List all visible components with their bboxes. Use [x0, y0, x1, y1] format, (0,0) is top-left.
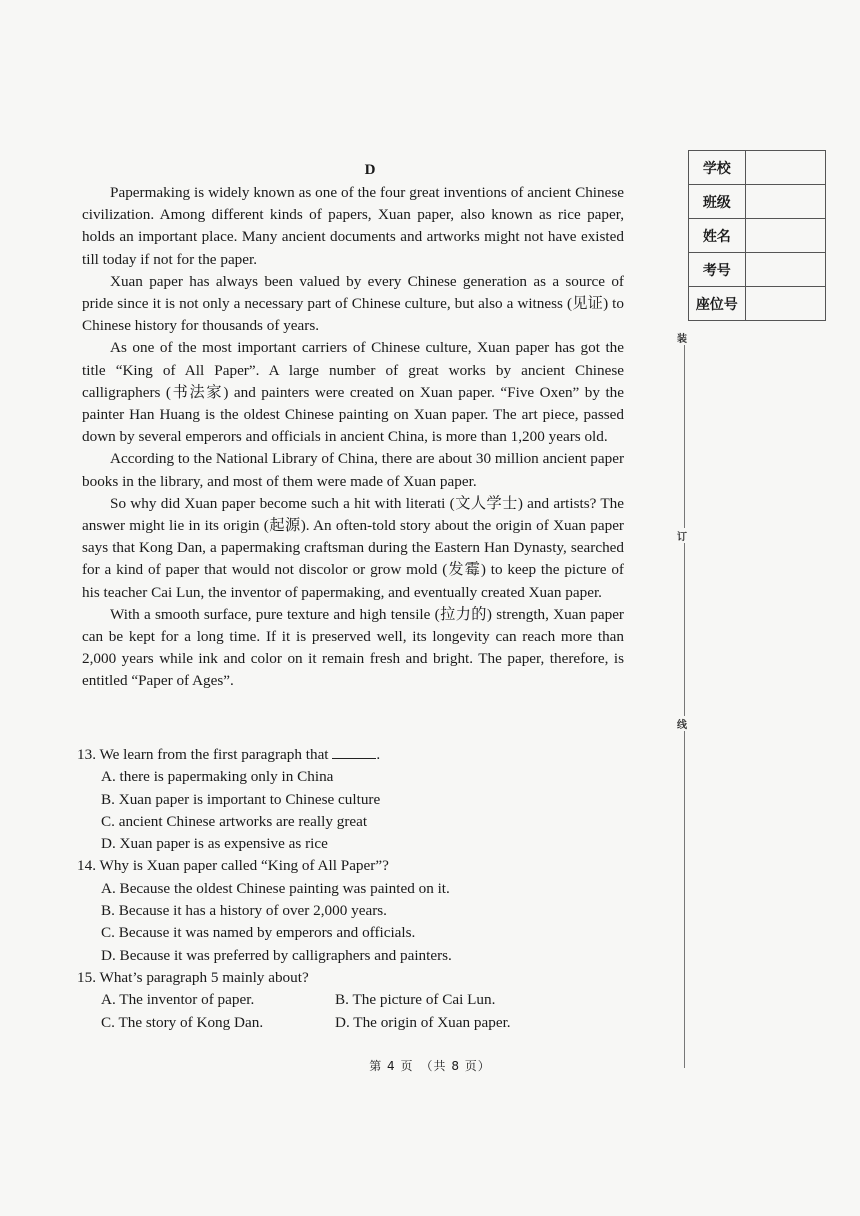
paragraph-4: According to the National Library of China, there are about 30 million ancient paper books in the library, and most of them were made of Xuan paper. — [82, 450, 624, 490]
binding-mark-zhuang: 装 — [677, 330, 687, 345]
paragraph-1: Papermaking is widely known as one of the four great inventions of ancient Chinese civilization. Among different kinds of papers, Xuan paper, also known as rice paper, holds an important place. Many ancient documents and artworks might not have existed till today if not for the paper. — [82, 184, 624, 268]
option-b: B. Because it has a history of over 2,000 years. — [101, 902, 387, 920]
class-field[interactable] — [745, 185, 825, 219]
student-info-table — [688, 150, 826, 321]
question-stem-end: . — [376, 746, 381, 763]
school-label: 学校 — [689, 151, 746, 185]
question-13 — [77, 744, 637, 855]
option-a: A. Because the oldest Chinese painting was painted on it. — [101, 879, 450, 897]
page-footer: 第 4 页 （共 8 页） — [369, 1059, 491, 1073]
question-list — [77, 744, 637, 1034]
option-d: D. Because it was preferred by calligraphers and painters. — [101, 946, 452, 964]
school-field[interactable] — [745, 151, 825, 185]
question-stem: 14. Why is Xuan paper called “King of All Paper”? — [77, 857, 389, 875]
option-d: D. The origin of Xuan paper. — [335, 1013, 511, 1031]
question-stem: 15. What’s paragraph 5 mainly about? — [77, 968, 309, 986]
option-c: C. ancient Chinese artworks are really great — [101, 812, 368, 830]
option-row — [101, 1012, 637, 1034]
answer-blank — [332, 744, 376, 759]
paragraph-6: With a smooth surface, pure texture and high tensile (拉力的) strength, Xuan paper can be kept for a long time. If it is preserved well, its longevity can reach more than 2,000 years while ink and color on it remain fresh and bright. The paper, therefore, is entitled “Paper of Ages”. — [82, 605, 624, 690]
question-stem: 13. We learn from the first paragraph that — [77, 746, 333, 763]
exam-number-label: 考号 — [689, 253, 746, 287]
option-c: C. Because it was named by emperors and officials. — [101, 924, 416, 942]
option-b: B. Xuan paper is important to Chinese culture — [101, 790, 381, 808]
question-15 — [77, 967, 637, 1034]
option-d: D. Xuan paper is as expensive as rice — [101, 835, 328, 853]
binding-line — [684, 330, 685, 1068]
option-a: A. there is papermaking only in China — [101, 768, 334, 786]
binding-mark-ding: 订 — [677, 528, 687, 543]
paragraph-3: As one of the most important carriers of Chinese culture, Xuan paper has got the title “King of All Paper”. A large number of great works by ancient Chinese calligraphers (书法家) and painters were created on Xuan paper. “Five Oxen” by the painter Han Huang is the oldest Chinese painting on Xuan paper. The art piece, passed down by several emperors and officials in ancient China, is more than 1,200 years old. — [82, 339, 624, 446]
option-a: A. The inventor of paper. — [101, 991, 255, 1009]
seat-number-label: 座位号 — [689, 287, 746, 321]
class-label: 班级 — [689, 185, 746, 219]
paragraph-2: Xuan paper has always been valued by every Chinese generation as a source of pride since it is not only a necessary part of Chinese culture, but also a witness (见证) to Chinese history for thousands of years. — [82, 272, 624, 335]
option-row — [101, 989, 637, 1011]
name-label: 姓名 — [689, 219, 746, 253]
name-field[interactable] — [745, 219, 825, 253]
seat-number-field[interactable] — [745, 287, 825, 321]
binding-mark-xian: 线 — [677, 716, 687, 731]
option-c: C. The story of Kong Dan. — [101, 1013, 264, 1031]
option-b: B. The picture of Cai Lun. — [335, 991, 496, 1009]
reading-passage — [82, 182, 624, 693]
question-14 — [77, 855, 637, 966]
exam-number-field[interactable] — [745, 253, 825, 287]
paragraph-5: So why did Xuan paper become such a hit with literati (文人学士) and artists? The answer might lie in its origin (起源). An often-told story about the origin of Xuan paper says that Kong Dan, a papermaking craftsman during the Eastern Han Dynasty, searched for a kind of paper that would not discolor or grow mold (发霉) to keep the picture of his teacher Cai Lun, the inventor of papermaking, and eventually created Xuan paper. — [82, 494, 624, 601]
section-letter: D — [364, 162, 376, 178]
